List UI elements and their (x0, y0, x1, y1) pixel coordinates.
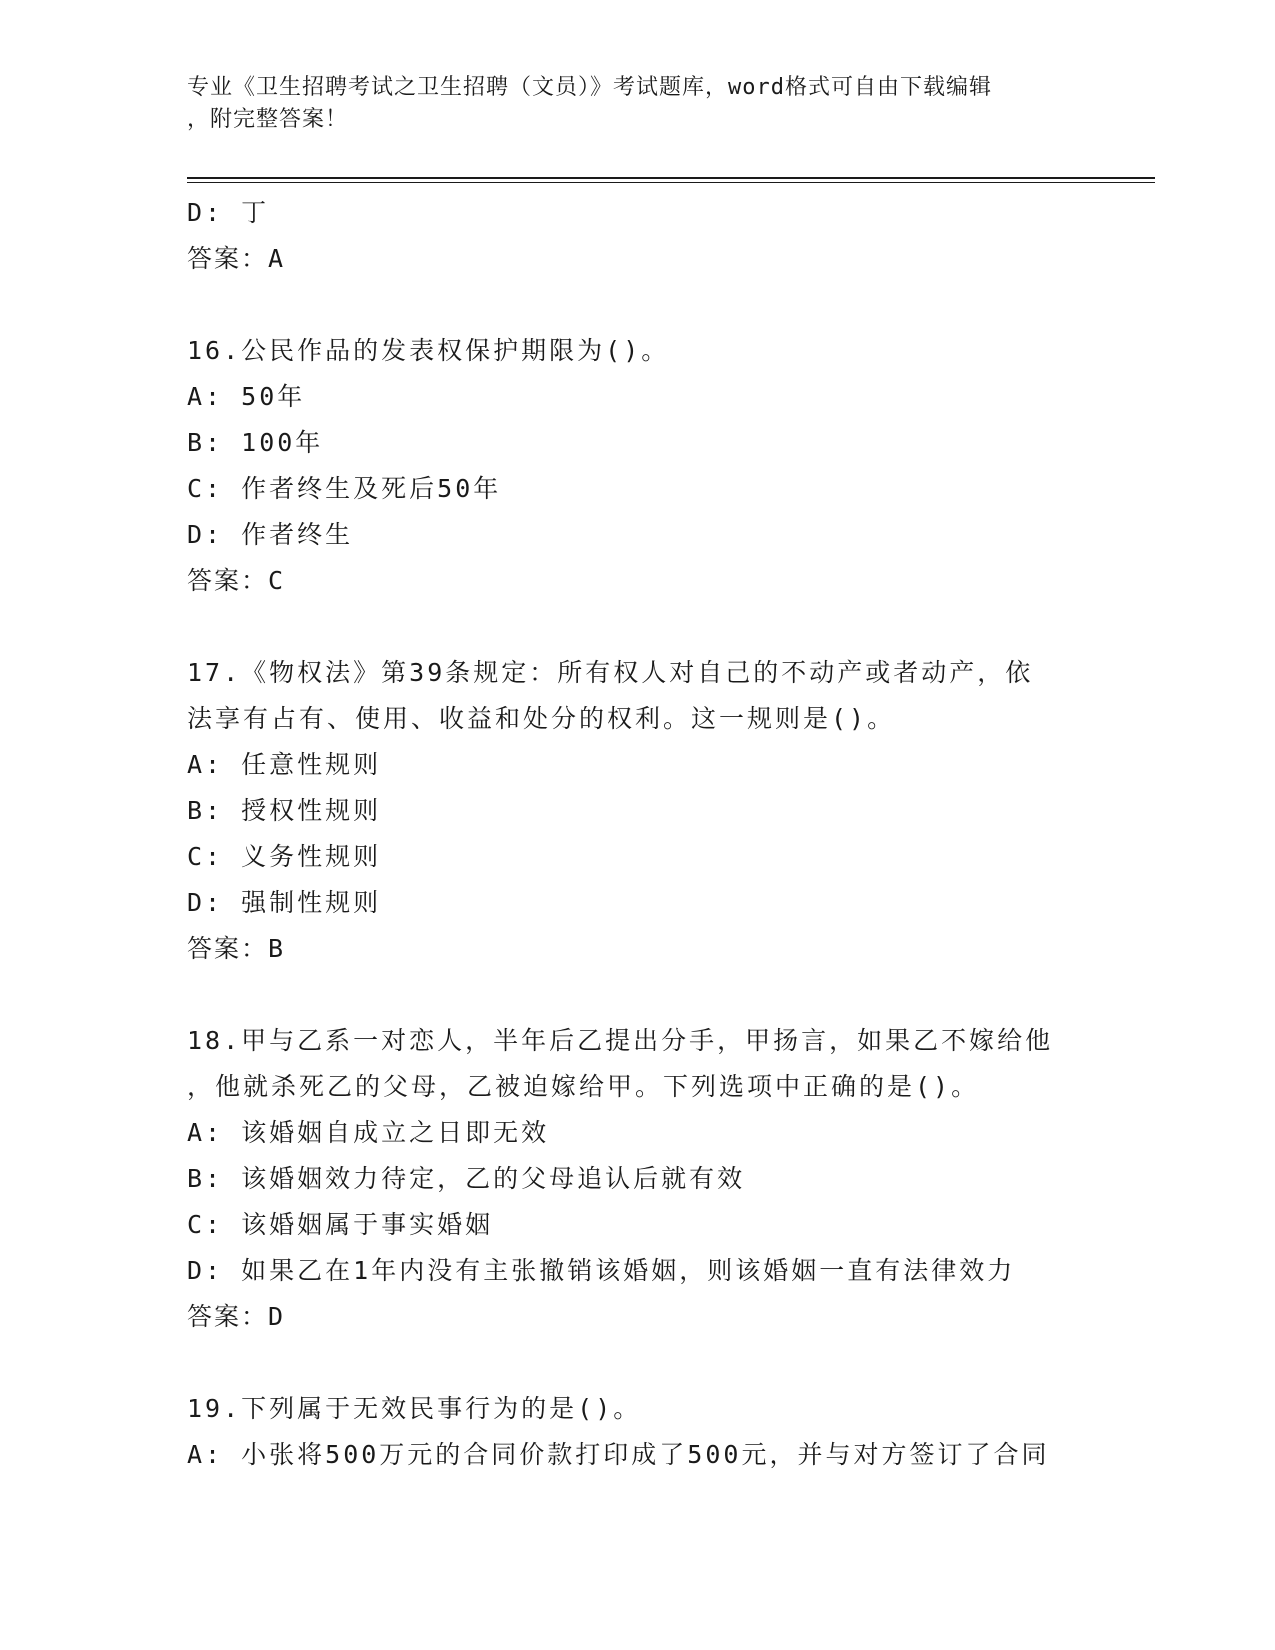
q18-stem-line-1: 18.甲与乙系一对恋人，半年后乙提出分手，甲扬言，如果乙不嫁给他 (187, 1026, 1054, 1055)
q18-option-c: C: 该婚姻属于事实婚姻 (187, 1210, 494, 1239)
answer-value: A (268, 244, 286, 273)
answer-label: 答案： (187, 934, 269, 963)
answer-label: 答案： (187, 1302, 269, 1331)
spacer (187, 972, 1087, 1018)
q17-answer (187, 926, 1087, 972)
q16-option-c: C: 作者终生及死后50年 (187, 474, 502, 503)
answer-label: 答案： (187, 566, 269, 595)
document-body (187, 190, 1087, 1478)
q15-answer (187, 236, 1087, 282)
q16-stem: 16.公民作品的发表权保护期限为()。 (187, 336, 670, 365)
answer-value: C (268, 566, 286, 595)
document-header (187, 72, 1087, 136)
q17-option-b: B: 授权性规则 (187, 796, 382, 825)
header-line-2: ，附完整答案！ (187, 107, 349, 132)
q16-option-b: B: 100年 (187, 428, 324, 457)
answer-value: B (268, 934, 286, 963)
header-divider-thin (187, 182, 1155, 183)
q15-option-d: D: 丁 (187, 198, 270, 227)
answer-label: 答案： (187, 244, 269, 273)
header-divider-thick (187, 177, 1155, 179)
q18-option-b: B: 该婚姻效力待定，乙的父母追认后就有效 (187, 1164, 746, 1193)
q17-option-a: A: 任意性规则 (187, 750, 382, 779)
q18-answer (187, 1294, 1087, 1340)
spacer (187, 282, 1087, 328)
q17-stem-line-2: 法享有占有、使用、收益和处分的权利。这一规则是()。 (187, 704, 896, 733)
spacer (187, 1340, 1087, 1386)
spacer (187, 604, 1087, 650)
q19-option-a: A: 小张将500万元的合同价款打印成了500元，并与对方签订了合同 (187, 1440, 1050, 1469)
header-line-1: 专业《卫生招聘考试之卫生招聘（文员）》考试题库，word格式可自由下载编辑 (187, 75, 992, 100)
q17-stem-line-1: 17.《物权法》第39条规定：所有权人对自己的不动产或者动产，依 (187, 658, 1034, 687)
q17-option-d: D: 强制性规则 (187, 888, 382, 917)
q18-option-d: D: 如果乙在1年内没有主张撤销该婚姻，则该婚姻一直有法律效力 (187, 1256, 1016, 1285)
answer-value: D (268, 1302, 286, 1331)
q17-option-c: C: 义务性规则 (187, 842, 382, 871)
q18-option-a: A: 该婚姻自成立之日即无效 (187, 1118, 550, 1147)
q19-stem: 19.下列属于无效民事行为的是()。 (187, 1394, 642, 1423)
q18-stem-line-2: ，他就杀死乙的父母，乙被迫嫁给甲。下列选项中正确的是()。 (187, 1072, 980, 1101)
q16-option-a: A: 50年 (187, 382, 306, 411)
q16-answer (187, 558, 1087, 604)
q16-option-d: D: 作者终生 (187, 520, 354, 549)
